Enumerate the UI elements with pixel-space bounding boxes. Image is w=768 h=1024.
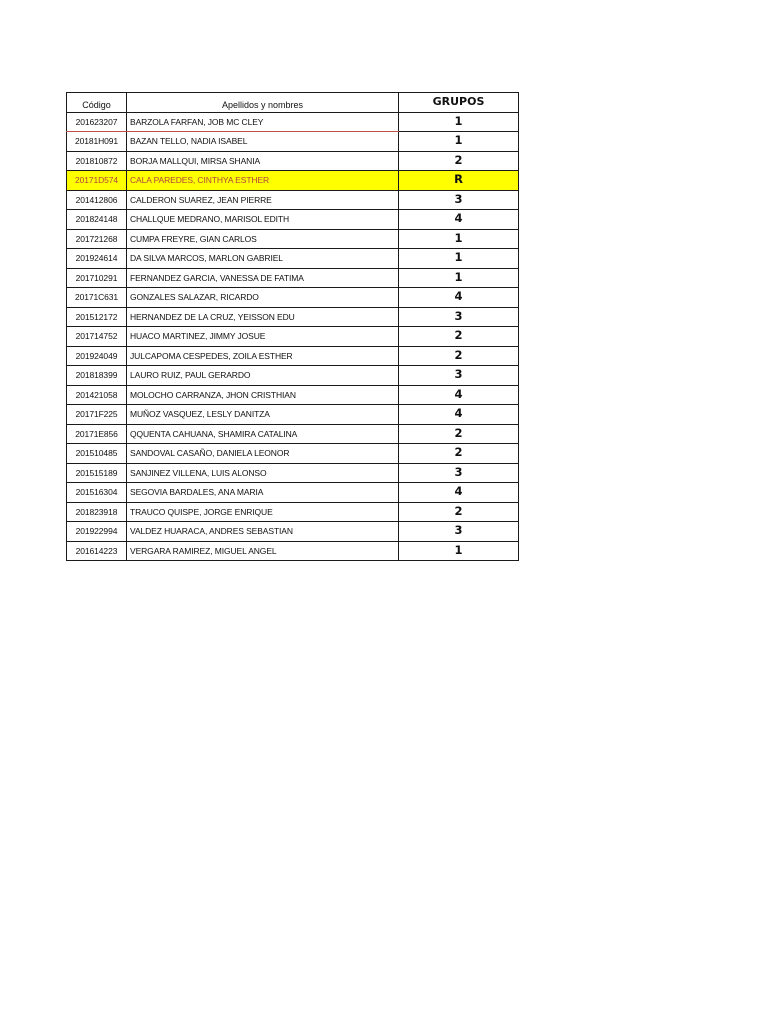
student-code-cell: 201818399 [67, 366, 127, 386]
student-name-cell: CALDERON SUAREZ, JEAN PIERRE [127, 190, 399, 210]
student-code-cell: 201516304 [67, 483, 127, 503]
group-number-cell: 1 [399, 541, 519, 561]
table-row [67, 210, 519, 230]
student-name-cell: QQUENTA CAHUANA, SHAMIRA CATALINA [127, 424, 399, 444]
student-name-cell: JULCAPOMA CESPEDES, ZOILA ESTHER [127, 346, 399, 366]
table-row [67, 288, 519, 308]
group-number-cell: 3 [399, 307, 519, 327]
spreadsheet-page [66, 92, 519, 561]
student-name-cell: GONZALES SALAZAR, RICARDO [127, 288, 399, 308]
group-number-cell: 1 [399, 229, 519, 249]
header-row [67, 93, 519, 113]
student-code-cell: 20171C631 [67, 288, 127, 308]
student-code-cell: 201510485 [67, 444, 127, 464]
table-row [67, 327, 519, 347]
table-row [67, 366, 519, 386]
student-name-cell: MOLOCHO CARRANZA, JHON CRISTHIAN [127, 385, 399, 405]
student-code-cell: 20171F225 [67, 405, 127, 425]
student-name-cell: HUACO MARTINEZ, JIMMY JOSUE [127, 327, 399, 347]
group-number-cell: 4 [399, 210, 519, 230]
group-number-cell: 4 [399, 385, 519, 405]
table-row [67, 522, 519, 542]
student-name-cell: FERNANDEZ GARCIA, VANESSA DE FATIMA [127, 268, 399, 288]
student-name-cell: BORJA MALLQUI, MIRSA SHANIA [127, 151, 399, 171]
table-row [67, 541, 519, 561]
student-code-cell: 201922994 [67, 522, 127, 542]
student-code-cell: 201710291 [67, 268, 127, 288]
student-name-cell: CALA PAREDES, CINTHYA ESTHER [127, 171, 399, 191]
student-code-cell: 201721268 [67, 229, 127, 249]
student-name-cell: VERGARA RAMIREZ, MIGUEL ANGEL [127, 541, 399, 561]
code-header: Código [67, 93, 127, 113]
table-row [67, 385, 519, 405]
group-number-cell: R [399, 171, 519, 191]
student-code-cell: 201412806 [67, 190, 127, 210]
student-code-cell: 201623207 [67, 112, 127, 132]
student-code-cell: 20171D574 [67, 171, 127, 191]
student-code-cell: 20181H091 [67, 132, 127, 152]
group-number-cell: 4 [399, 288, 519, 308]
group-number-cell: 4 [399, 405, 519, 425]
student-code-cell: 201810872 [67, 151, 127, 171]
student-name-cell: SEGOVIA BARDALES, ANA MARIA [127, 483, 399, 503]
group-number-cell: 3 [399, 463, 519, 483]
table-row [67, 190, 519, 210]
group-number-cell: 2 [399, 502, 519, 522]
student-name-cell: HERNANDEZ DE LA CRUZ, YEISSON EDU [127, 307, 399, 327]
table-row [67, 268, 519, 288]
student-name-cell: LAURO RUIZ, PAUL GERARDO [127, 366, 399, 386]
table-row [67, 444, 519, 464]
group-number-cell: 2 [399, 327, 519, 347]
group-number-cell: 4 [399, 483, 519, 503]
table-row [67, 112, 519, 132]
student-code-cell: 201421058 [67, 385, 127, 405]
table-row [67, 346, 519, 366]
group-number-cell: 3 [399, 190, 519, 210]
group-number-cell: 1 [399, 132, 519, 152]
group-number-cell: 2 [399, 424, 519, 444]
student-code-cell: 201614223 [67, 541, 127, 561]
student-name-cell: TRAUCO QUISPE, JORGE ENRIQUE [127, 502, 399, 522]
table-row [67, 229, 519, 249]
group-number-cell: 1 [399, 249, 519, 269]
table-row [67, 132, 519, 152]
table-row [67, 151, 519, 171]
group-number-cell: 3 [399, 366, 519, 386]
student-code-cell: 201515189 [67, 463, 127, 483]
group-number-cell: 1 [399, 112, 519, 132]
student-name-cell: MUÑOZ VASQUEZ, LESLY DANITZA [127, 405, 399, 425]
student-code-cell: 201823918 [67, 502, 127, 522]
group-number-cell: 2 [399, 444, 519, 464]
group-header: GRUPOS [399, 93, 519, 113]
student-code-cell: 201924614 [67, 249, 127, 269]
student-code-cell: 201924049 [67, 346, 127, 366]
table-row [67, 463, 519, 483]
student-code-cell: 20171E856 [67, 424, 127, 444]
student-code-cell: 201512172 [67, 307, 127, 327]
table-row [67, 171, 519, 191]
student-name-cell: CUMPA FREYRE, GIAN CARLOS [127, 229, 399, 249]
table-body [67, 112, 519, 561]
student-name-cell: DA SILVA MARCOS, MARLON GABRIEL [127, 249, 399, 269]
student-name-cell: CHALLQUE MEDRANO, MARISOL EDITH [127, 210, 399, 230]
student-name-cell: BARZOLA FARFAN, JOB MC CLEY [127, 112, 399, 132]
group-number-cell: 2 [399, 151, 519, 171]
table-row [67, 502, 519, 522]
group-number-cell: 1 [399, 268, 519, 288]
student-groups-table [66, 92, 519, 561]
table-row [67, 483, 519, 503]
student-name-cell: SANJINEZ VILLENA, LUIS ALONSO [127, 463, 399, 483]
student-name-cell: VALDEZ HUARACA, ANDRES SEBASTIAN [127, 522, 399, 542]
group-number-cell: 3 [399, 522, 519, 542]
group-number-cell: 2 [399, 346, 519, 366]
student-name-cell: SANDOVAL CASAÑO, DANIELA LEONOR [127, 444, 399, 464]
table-row [67, 405, 519, 425]
student-code-cell: 201824148 [67, 210, 127, 230]
name-header: Apellidos y nombres [127, 93, 399, 113]
table-row [67, 249, 519, 269]
student-code-cell: 201714752 [67, 327, 127, 347]
table-row [67, 424, 519, 444]
student-name-cell: BAZAN TELLO, NADIA ISABEL [127, 132, 399, 152]
table-row [67, 307, 519, 327]
